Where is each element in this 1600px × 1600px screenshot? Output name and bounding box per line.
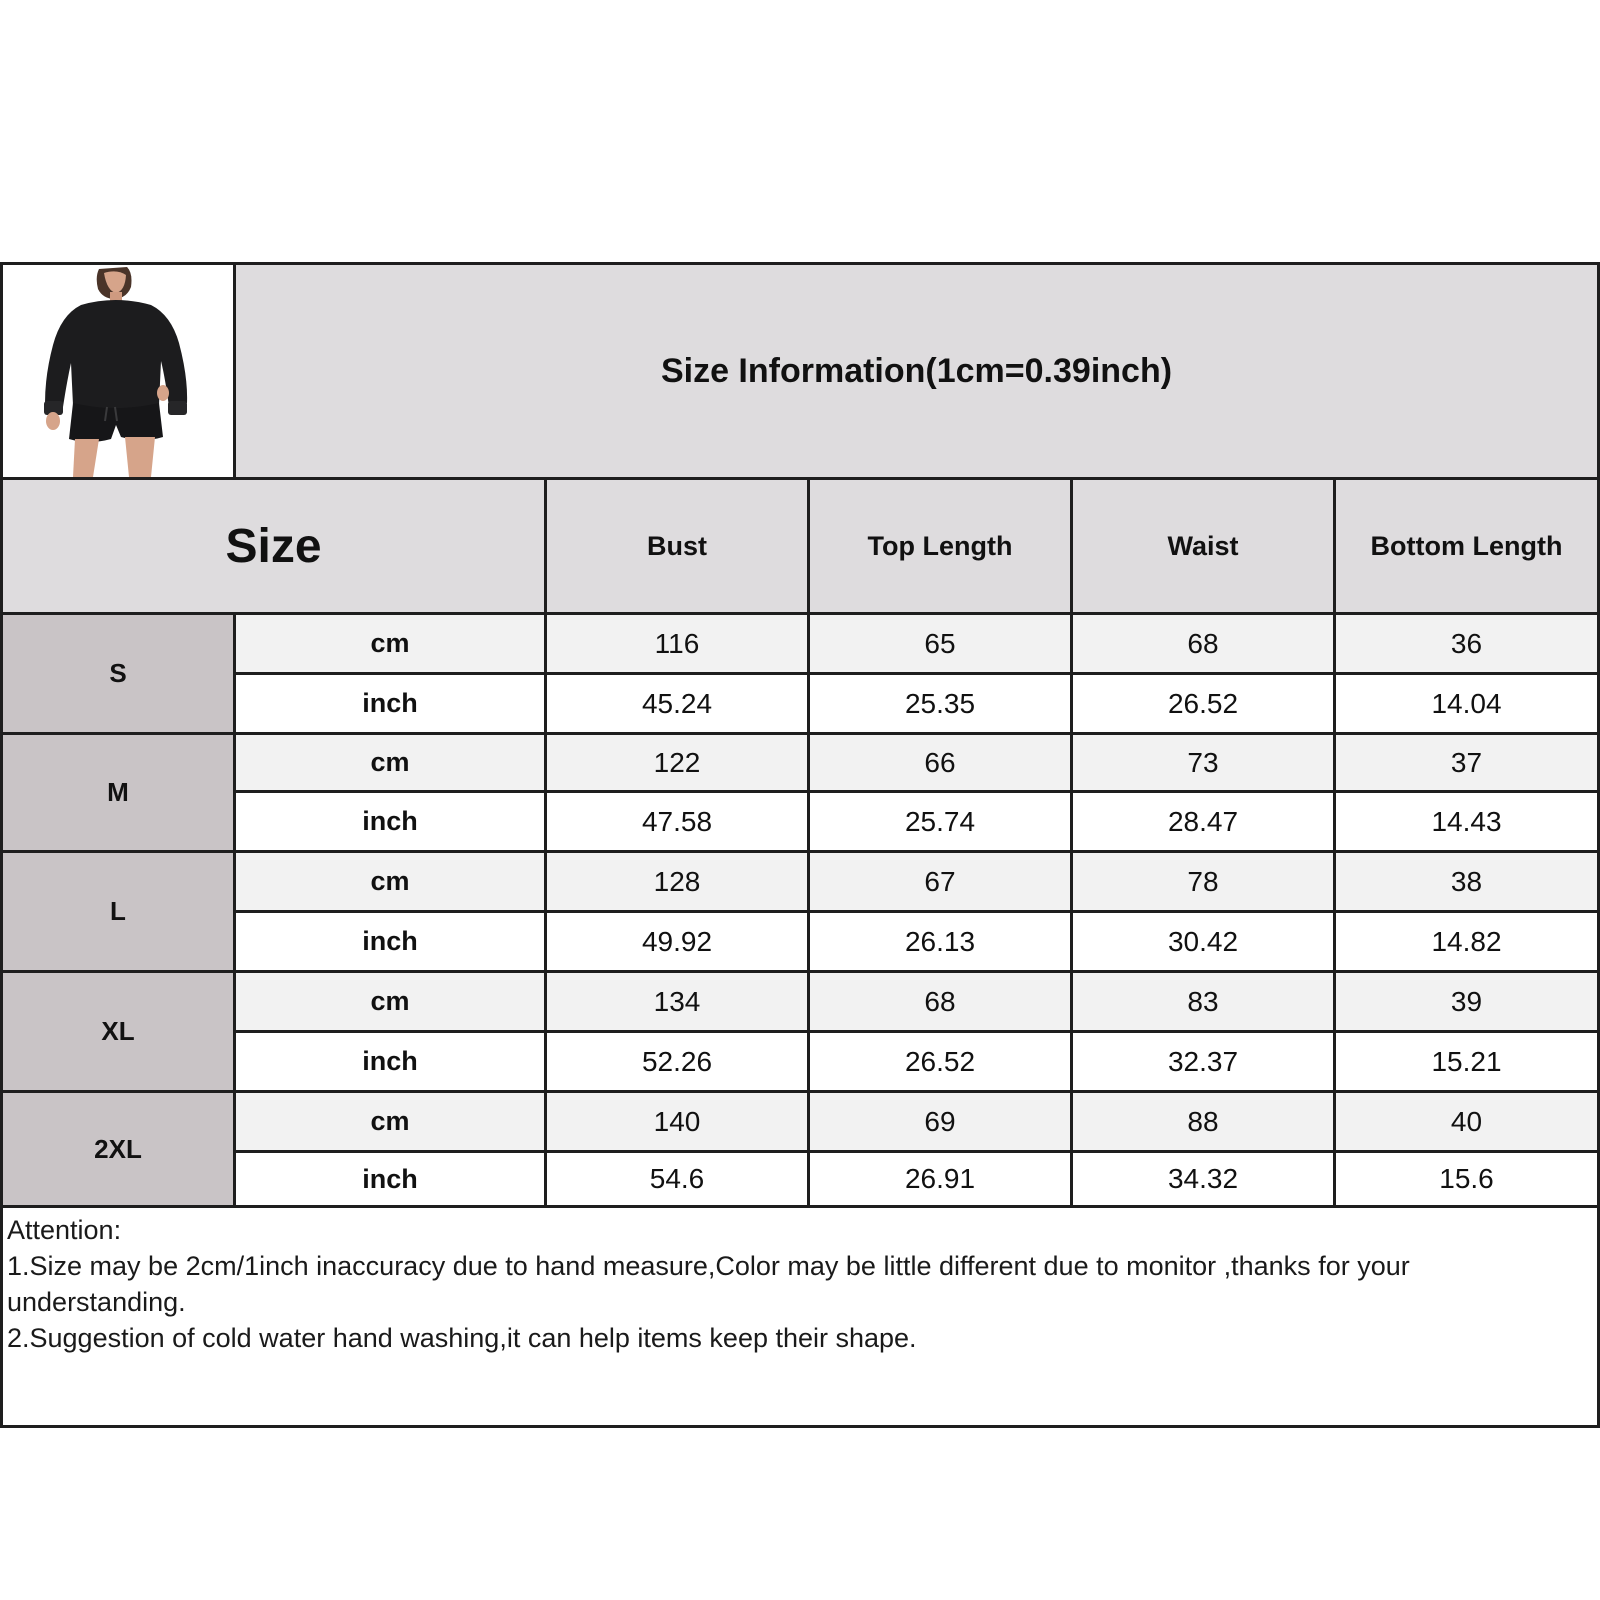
size-label: M <box>3 735 233 850</box>
column-header-2: Waist <box>1073 480 1333 612</box>
size-label: L <box>3 853 233 970</box>
note-washing: 2.Suggestion of cold water hand washing,it can help items keep their shape. <box>7 1323 917 1353</box>
column-header-1: Top Length <box>810 480 1070 612</box>
unit-label: inch <box>236 913 544 970</box>
measurement-value: 54.6 <box>547 1153 807 1205</box>
attention-heading: Attention: <box>7 1215 122 1245</box>
measurement-value: 15.6 <box>1336 1153 1597 1205</box>
size-info-title: Size Information(1cm=0.39inch) <box>236 265 1597 477</box>
product-photo <box>3 265 233 477</box>
measurement-value: 26.52 <box>810 1033 1070 1090</box>
measurement-value: 88 <box>1073 1093 1333 1150</box>
unit-label: inch <box>236 793 544 850</box>
measurement-value: 52.26 <box>547 1033 807 1090</box>
measurement-value: 69 <box>810 1093 1070 1150</box>
measurement-value: 128 <box>547 853 807 910</box>
unit-label: inch <box>236 1033 544 1090</box>
size-label: XL <box>3 973 233 1090</box>
measurement-value: 32.37 <box>1073 1033 1333 1090</box>
measurement-value: 122 <box>547 735 807 790</box>
measurement-value: 26.52 <box>1073 675 1333 732</box>
measurement-value: 73 <box>1073 735 1333 790</box>
measurement-value: 37 <box>1336 735 1597 790</box>
measurement-value: 30.42 <box>1073 913 1333 970</box>
unit-label: cm <box>236 615 544 672</box>
size-label: 2XL <box>3 1093 233 1205</box>
measurement-value: 39 <box>1336 973 1597 1030</box>
measurement-value: 140 <box>547 1093 807 1150</box>
measurement-value: 47.58 <box>547 793 807 850</box>
measurement-value: 38 <box>1336 853 1597 910</box>
measurement-value: 26.91 <box>810 1153 1070 1205</box>
note-measurement: 1.Size may be 2cm/1inch inaccuracy due to hand measure,Color may be little different due to monitor ,thanks for your understanding. <box>7 1251 1410 1317</box>
measurement-value: 78 <box>1073 853 1333 910</box>
size-column-header: Size <box>3 480 544 612</box>
measurement-value: 34.32 <box>1073 1153 1333 1205</box>
measurement-value: 28.47 <box>1073 793 1333 850</box>
measurement-value: 14.04 <box>1336 675 1597 732</box>
measurement-value: 134 <box>547 973 807 1030</box>
column-header-3: Bottom Length <box>1336 480 1597 612</box>
size-chart-table <box>0 262 1600 1428</box>
measurement-value: 25.74 <box>810 793 1070 850</box>
measurement-value: 15.21 <box>1336 1033 1597 1090</box>
measurement-value: 14.43 <box>1336 793 1597 850</box>
measurement-value: 116 <box>547 615 807 672</box>
unit-label: inch <box>236 1153 544 1205</box>
measurement-value: 25.35 <box>810 675 1070 732</box>
size-label: S <box>3 615 233 732</box>
unit-label: cm <box>236 973 544 1030</box>
unit-label: inch <box>236 675 544 732</box>
unit-label: cm <box>236 853 544 910</box>
measurement-value: 83 <box>1073 973 1333 1030</box>
attention-notes <box>3 1208 1597 1425</box>
measurement-value: 67 <box>810 853 1070 910</box>
model-outfit-illustration <box>3 265 233 477</box>
measurement-value: 68 <box>810 973 1070 1030</box>
measurement-value: 68 <box>1073 615 1333 672</box>
measurement-value: 65 <box>810 615 1070 672</box>
measurement-value: 14.82 <box>1336 913 1597 970</box>
unit-label: cm <box>236 1093 544 1150</box>
unit-label: cm <box>236 735 544 790</box>
measurement-value: 40 <box>1336 1093 1597 1150</box>
column-header-0: Bust <box>547 480 807 612</box>
measurement-value: 45.24 <box>547 675 807 732</box>
measurement-value: 26.13 <box>810 913 1070 970</box>
measurement-value: 36 <box>1336 615 1597 672</box>
measurement-value: 49.92 <box>547 913 807 970</box>
measurement-value: 66 <box>810 735 1070 790</box>
